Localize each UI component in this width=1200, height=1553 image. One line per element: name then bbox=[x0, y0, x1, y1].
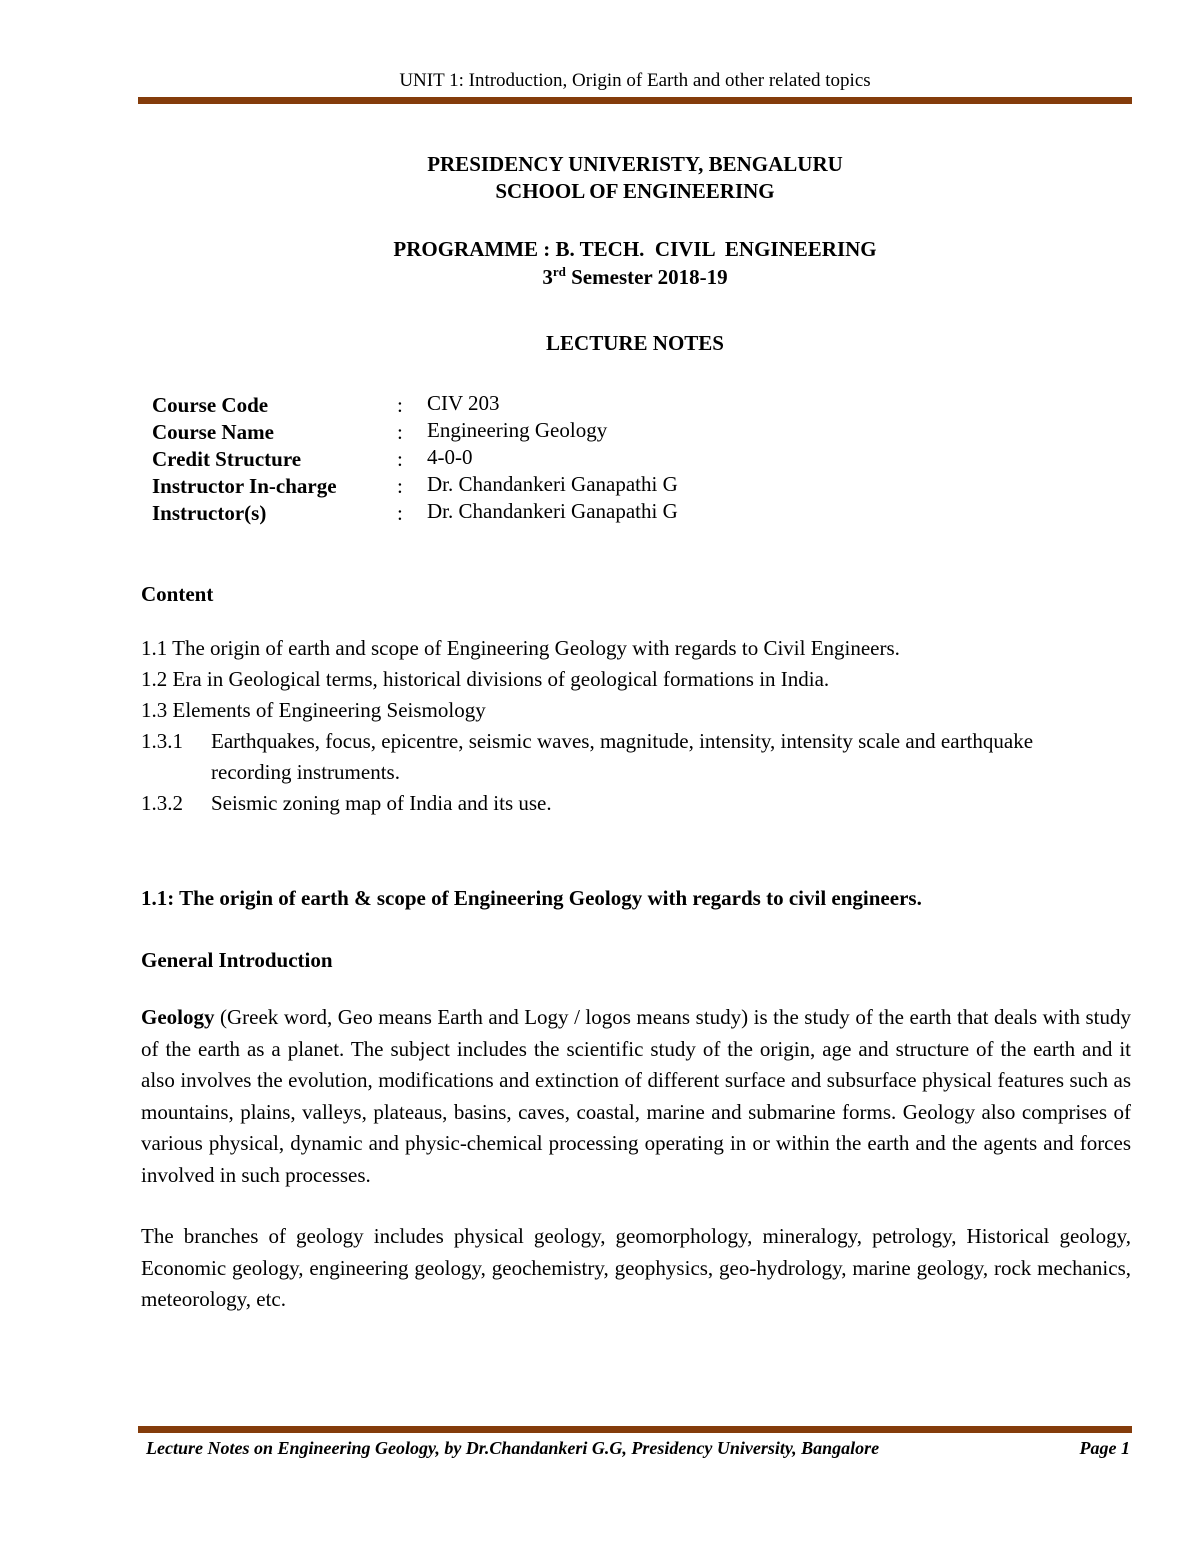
section-subheading: General Introduction bbox=[141, 948, 333, 972]
header-rule bbox=[138, 97, 1132, 104]
instructor-in-charge-label: Instructor In-charge bbox=[152, 474, 337, 498]
course-code-label: Course Code bbox=[152, 393, 269, 417]
school-name: SCHOOL OF ENGINEERING bbox=[495, 179, 775, 203]
running-header: UNIT 1: Introduction, Origin of Earth and other related topics bbox=[399, 70, 871, 91]
credit-structure-label: Credit Structure bbox=[152, 447, 302, 471]
content-subitem-number: 1.3.1 bbox=[141, 729, 183, 753]
instructors-value: Dr. Chandankeri Ganapathi G bbox=[427, 499, 678, 523]
geology-term: Geology bbox=[141, 1005, 215, 1029]
instructor-in-charge-colon: : bbox=[397, 474, 403, 498]
section-heading: 1.1: The origin of earth & scope of Engineering Geology with regards to civil engineers. bbox=[141, 886, 922, 910]
instructor-in-charge-value: Dr. Chandankeri Ganapathi G bbox=[427, 472, 678, 496]
geology-definition: (Greek word, Geo means Earth and Logy / logos means study) is the study of the earth that deals with study of the earth as a planet. The subject includes the scientific study of the origin, age and structure of the earth and it also involves the evolution, modifications and extinction of different surface and subsurface physical features such as mountains, plains, valleys, plateaus, basins, caves, coastal, marine and submarine forms. Geology also comprises of various physical, dynamic and physic-chemical processing operating in or within the earth and the agents and forces involved in such processes. bbox=[141, 1005, 1131, 1187]
content-item-1-2: 1.2 Era in Geological terms, historical divisions of geological formations in India. bbox=[141, 667, 830, 691]
content-heading: Content bbox=[141, 582, 214, 606]
branches-paragraph: The branches of geology includes physical geology, geomorphology, mineralogy, petrology, Historical geology, Economic geology, engineering geology, geochemistry, geophysics, geo-hydrology, marine geology, rock mechanics, meteorology, etc. bbox=[141, 1224, 1131, 1311]
instructors-label: Instructor(s) bbox=[152, 501, 267, 525]
credit-structure-value: 4-0-0 bbox=[427, 445, 473, 469]
content-item-1-1: 1.1 The origin of earth and scope of Engineering Geology with regards to Civil Engineers. bbox=[141, 636, 900, 660]
lecture-notes-title: LECTURE NOTES bbox=[546, 331, 724, 355]
course-name-value: Engineering Geology bbox=[427, 418, 608, 442]
semester-ordinal: 3 bbox=[542, 265, 553, 289]
instructors-colon: : bbox=[397, 501, 403, 525]
credit-structure-colon: : bbox=[397, 447, 403, 471]
course-code-colon: : bbox=[397, 393, 403, 417]
course-name-label: Course Name bbox=[152, 420, 274, 444]
geology-paragraph bbox=[141, 1002, 1131, 1191]
course-code-value: CIV 203 bbox=[427, 391, 500, 415]
content-subitem-text: Seismic zoning map of India and its use. bbox=[211, 791, 552, 815]
programme-name: PROGRAMME : B. TECH. CIVIL ENGINEERING bbox=[393, 237, 877, 261]
footer-text: Lecture Notes on Engineering Geology, by Dr.Chandankeri G.G, Presidency University, Bangalore bbox=[146, 1438, 880, 1458]
content-item-1-3: 1.3 Elements of Engineering Seismology bbox=[141, 698, 486, 722]
page-number: Page 1 bbox=[1079, 1438, 1130, 1458]
footer-rule bbox=[138, 1426, 1132, 1433]
semester-line bbox=[138, 264, 1132, 290]
semester-suffix: rd bbox=[552, 264, 566, 279]
university-name: PRESIDENCY UNIVERISTY, BENGALURU bbox=[427, 152, 843, 176]
semester-rest: Semester 2018-19 bbox=[565, 265, 728, 289]
content-subitem-text-cont: recording instruments. bbox=[211, 760, 400, 784]
content-subitem-number: 1.3.2 bbox=[141, 791, 183, 815]
course-name-colon: : bbox=[397, 420, 403, 444]
content-subitem-text: Earthquakes, focus, epicentre, seismic waves, magnitude, intensity, intensity scale and earthquake bbox=[211, 729, 1034, 753]
